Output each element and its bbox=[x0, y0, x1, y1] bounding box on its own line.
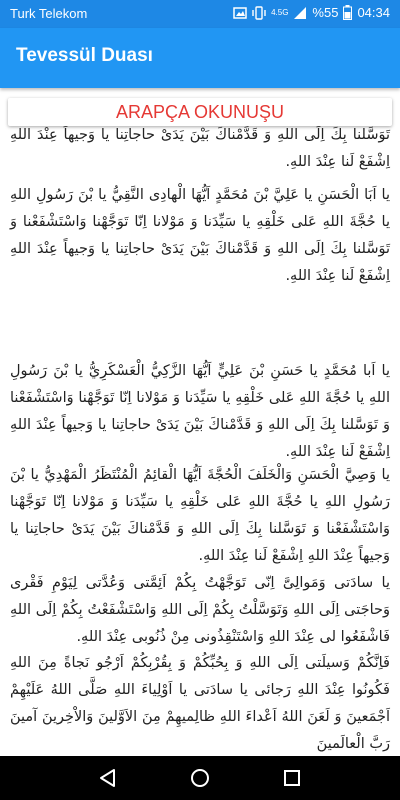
prayer-paragraph: يا وَصِيَّ الْحَسَنِ وَالْخَلَفَ الْحُجَّةَ اَيُّهَا الْقائِمُ الْمُنْتَظَرُ الْمَهْدِيُّ يا بْنَ رَسُولِ اللهِ يا حُجَّةَ اللهِ عَلى خَلْقِهِ يا سَيِّدَنا وَ مَوْلانا اِنّا تَوَجَّهْنا وَاسْتَشْفَعْنا وَ تَوَسَّلنا بِكَ اِلَى اللهِ وَ قَدَّمْناكَ بَيْنَ يَدَىْ حاجاتِنا يا وَجيهاً عِنْدَ اللهِ اِشْفَعْ لَنا عِنْدَ اللهِ. bbox=[10, 467, 390, 564]
section-header-label: ARAPÇA OKUNUŞU bbox=[115, 102, 285, 122]
signal-icon bbox=[293, 6, 307, 20]
battery-percent: %55 bbox=[312, 5, 339, 20]
network-type: 4.5G bbox=[271, 7, 289, 17]
status-bar bbox=[0, 0, 400, 28]
status-icons bbox=[233, 5, 390, 20]
home-icon[interactable] bbox=[188, 766, 212, 790]
prayer-paragraph: تَوَسَّلنا بِكَ اِلَى اللهِ وَ قَدَّمْناكَ بَيْنَ يَدَىْ حاجاتِنا يا وَجيهاً عِنْدَ اللهِ اِشْفَعْ لَنا عِنْدَ اللهِ. bbox=[10, 127, 390, 170]
vibrate-icon bbox=[252, 6, 266, 20]
prayer-paragraph: فَاِنَّكُمْ وَسيلَتى اِلَى اللهِ وَ بِحُبِّكُمْ وَ بِقُرْبِكُمْ اَرْجُو نَجاةً مِنَ اللهِ فَكُونُوا عِنْدَ اللهِ رَجائى يا سادَتى يا اَوْلِياءَ اللهِ صَلَّى اللهُ عَلَيْهِمْ اَجْمَعينَ وَ لَعَنَ اللهُ اَعْداءَ اللهِ ظالِميهِمْ مِنَ الاَوَّلينَ وَالاْخِرينَ آمينَ رَبَّ الْعالَمينَ bbox=[10, 655, 390, 752]
carrier-name: Turk Telekom bbox=[10, 6, 88, 21]
prayer-paragraph: يا سادَتى وَمَوالِىَّ اِنّى تَوَجَّهْتُ بِكُمْ اَئِمَّتى وَعُدَّتى لِيَوْمِ فَقْرى وَحاجَتى اِلَى اللهِ وَتَوَسَّلْتُ بِكُمْ اِلَى اللهِ وَاسْتَشْفَعْتُ بِكُمْ اِلَى اللهِ فَاشْفَعُوا لى عِنْدَ اللهِ وَاسْتَنْقِذُونى مِنْ ذُنُوبى عِنْدَ اللهِ. bbox=[10, 575, 390, 645]
prayer-content[interactable] bbox=[0, 88, 400, 756]
back-icon[interactable] bbox=[96, 766, 120, 790]
section-header bbox=[8, 98, 392, 126]
battery-icon bbox=[343, 5, 352, 20]
image-notification-icon bbox=[233, 6, 247, 20]
prayer-paragraph: يا اَبَا الْحَسَنِ يا عَلِيَّ بْنَ مُحَمَّدٍ اَيُّهَا الْهادِى النَّقِيُّ يا بْنَ رَسُولِ اللهِ يا حُجَّةَ اللهِ عَلى خَلْقِهِ يا سَيِّدَنا وَ مَوْلانا اِنّا تَوَجَّهْنا وَاسْتَشْفَعْنا وَ تَوَسَّلنا بِكَ اِلَى اللهِ وَ قَدَّمْناكَ بَيْنَ يَدَىْ حاجاتِنا يا وَجيهاً عِنْدَ اللهِ اِشْفَعْ لَنا عِنْدَ اللهِ. bbox=[10, 187, 390, 284]
navigation-bar bbox=[0, 756, 400, 800]
prayer-paragraph: يا اَبا مُحَمَّدٍ يا حَسَنِ بْنَ عَلِيٍّ اَيُّهَا الزَّكِيُّ الْعَسْكَرِيُّ يا بْنَ رَسُولِ اللهِ يا حُجَّةَ اللهِ عَلى خَلْقِهِ يا سَيِّدَنا وَ مَوْلانا اِنّا تَوَجَّهْنا وَاسْتَشْفَعْنا وَ تَوَسَّلنا بِكَ اِلَى اللهِ وَ قَدَّمْناكَ بَيْنَ يَدَىْ حاجاتِنا يا وَجيهاً عِنْدَ اللهِ اِشْفَعْ لَنا عِنْدَ اللهِ. bbox=[10, 363, 390, 460]
page-title: Tevessül Duası bbox=[16, 45, 153, 66]
clock: 04:34 bbox=[357, 5, 390, 20]
app-bar bbox=[0, 28, 400, 88]
recents-icon[interactable] bbox=[280, 766, 304, 790]
